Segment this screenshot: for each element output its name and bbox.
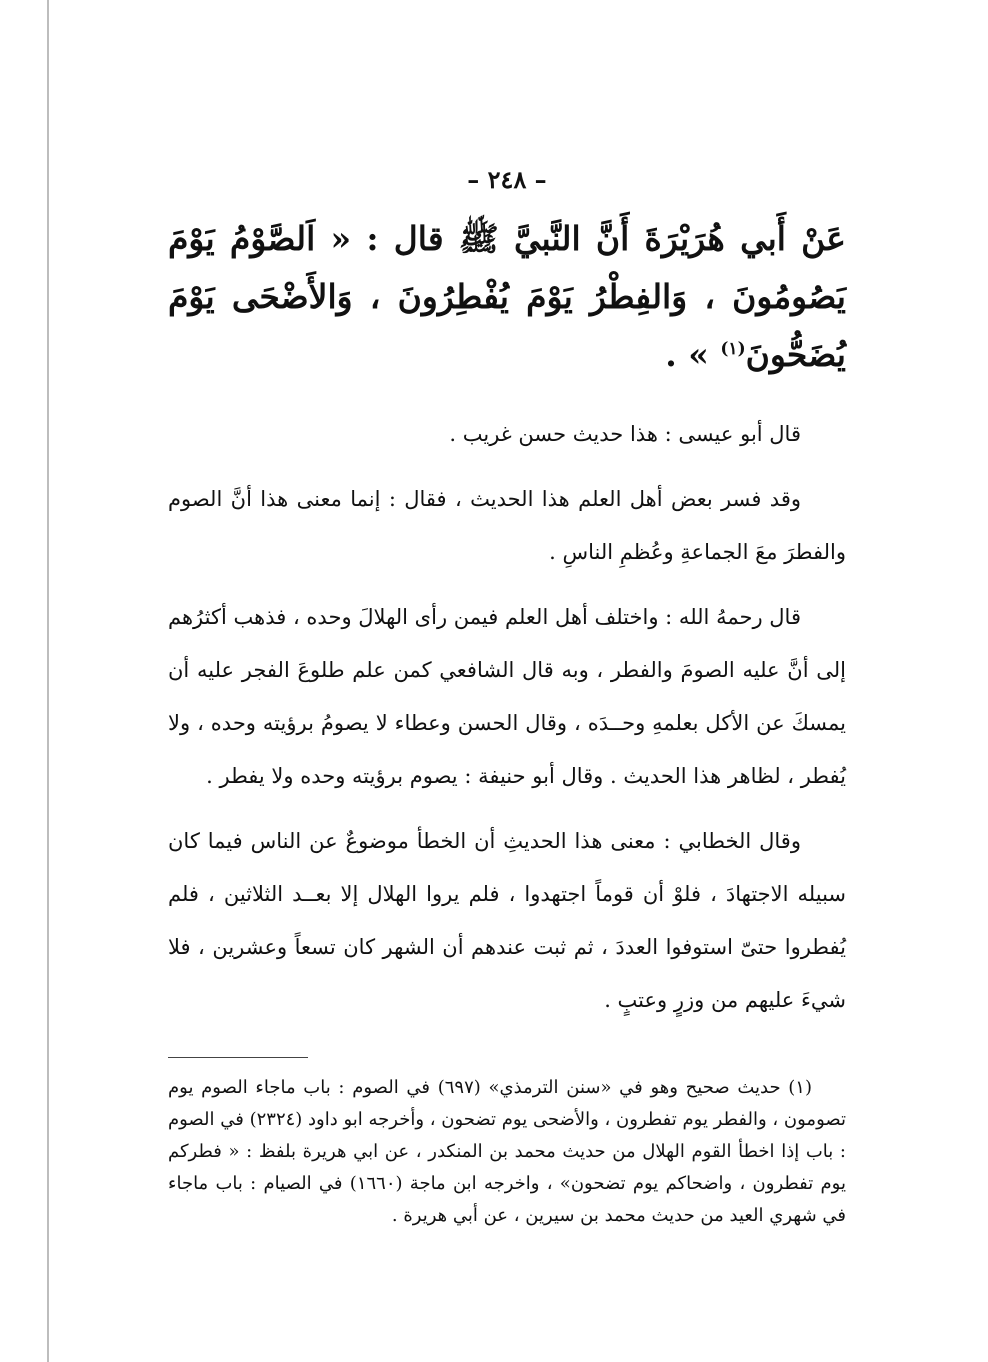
paragraph-khattabi: وقال الخطابي : معنى هذا الحديثِ أن الخطأ موضوعٌ عن الناس فيما كان سبيله الاجتهادَ ، فلوْ أن قوماً اجتهدوا ، فلم يروا الهلال إلا بعــد الثلاثين ، فلم يُفطروا حتىّ استوفوا العددَ ، ثم ثبت عندهم أن الشهر كان تسعاً وعشرين ، فلا شيءَ عليهم من وزرٍ وعتبٍ . xyxy=(168,829,846,1012)
footnote-rule xyxy=(168,1057,308,1058)
footnote-reference: (١) xyxy=(720,339,746,359)
footnote: (١) حديث صحيح وهو في «سنن الترمذي» (٦٩٧) في الصوم : باب ماجاء الصوم يوم تصومون ، والفطر يوم تفطرون ، والأضحى يوم تضحون ، وأخرجه ابو داود (٢٣٢٤) في الصوم : باب إذا اخطأ القوم الهلال من حديث محمد بن المنكدر ، عن ابي هريرة بلفظ : « فطركم يوم تفطرون ، واضحاكم يوم تضحون» ، واخرجه ابن ماجة (١٦٦٠) في الصيام : باب ماجاء في شهري العيد من حديث محمد بن سيرين ، عن أبي هريرة . xyxy=(167,1077,846,1226)
book-page xyxy=(168,165,846,1232)
page-number: – ٢٤٨ – xyxy=(467,165,547,194)
scan-edge-line xyxy=(47,0,49,1362)
paragraph-differences: قال رحمهُ الله : واختلف أهل العلم فيمن رأى الهلالَ وحده ، فذهب أكثرُهم إلى أنَّ عليه الصومَ والفطر ، وبه قال الشافعي كمن علم طلوعَ الفجر عليه أن يمسكَ عن الأكل بعلمهِ وحــدَه ، وقال الحسن وعطاء لا يصومُ برؤيته وحده ، ولا يُفطر ، لظاهر هذا الحديث . وقال أبو حنيفة : يصوم برؤيته وحده ولا يفطر . xyxy=(168,605,846,788)
paragraph-scholars-explanation: وقد فسر بعض أهل العلم هذا الحديث ، فقال : إنما معنى هذا أنَّ الصوم والفطرَ معَ الجماعةِ وعُظمِ الناسِ . xyxy=(168,487,846,564)
paragraph-abu-isa: قال أبو عيسى : هذا حديث حسن غريب . xyxy=(449,422,801,446)
hadith-body: عَنْ أَبي هُرَيْرَةَ أَنَّ النَّبيَّ ﷺ قال : « اَلصَّوْمُ يَوْمَ يَصُومُونَ ، وَالفِطْرُ يَوْمَ يُفْطِرُونَ ، وَالأَضْحَى يَوْمَ يُضَحُّونَ xyxy=(168,219,846,374)
hadith-text xyxy=(168,210,846,384)
hadith-end: » . xyxy=(665,335,721,374)
footnote-separator xyxy=(168,1027,846,1072)
